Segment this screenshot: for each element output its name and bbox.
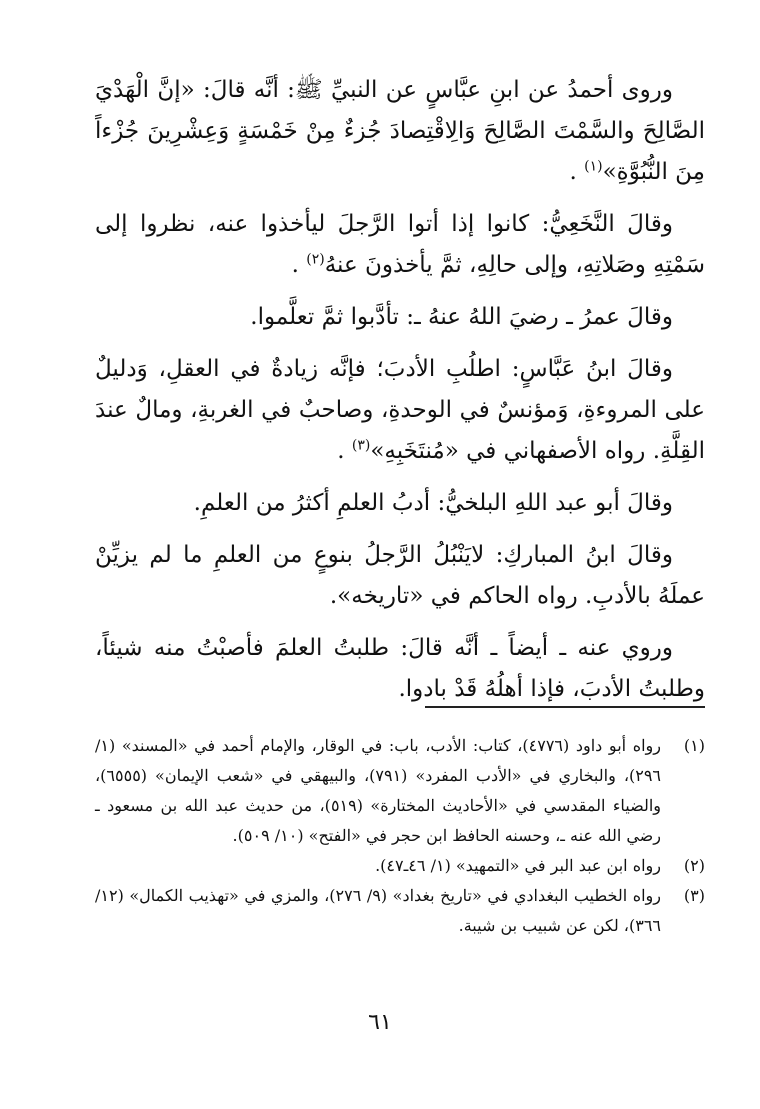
footnote bbox=[95, 731, 705, 851]
footnote-number: (٢) bbox=[683, 856, 705, 875]
paragraph: وروي عنه ـ أيضاً ـ أنَّه قالَ: طلبتُ العلمَ فأصبْتُ منه شيئاً، وطلبتُ الأدبَ، فإذا أهلُهُ قَدْ بادوا. bbox=[95, 635, 705, 702]
main-text bbox=[95, 70, 705, 721]
page-number: ٦١ bbox=[368, 1010, 392, 1035]
paragraph: وقالَ ابنُ المباركِ: لايَنْبُلُ الرَّجلُ بنوعٍ من العلمِ ما لم يزيِّنْ عملَهُ بالأدبِ. رواه الحاكم في «تاريخه». bbox=[95, 542, 705, 609]
footnote-number: (٣) bbox=[683, 886, 705, 905]
paragraph: وروى أحمدُ عن ابنِ عبَّاسٍ عن النبيِّ ﷺ: أنَّه قالَ: «إنَّ الْهَدْيَ الصَّالِحَ والسَّمْتَ الصَّالِحَ وَالِاقْتِصادَ جُزءٌ مِنْ خَمْسَةٍ وَعِشْرِينَ جُزْءاً مِنَ النُّبُوَّةِ»$^{(١)}$ . bbox=[95, 77, 705, 185]
footnotes bbox=[95, 731, 705, 941]
footnote-text: رواه ابن عبد البر في «التمهيد» (١/ ٤٦ـ٤٧). bbox=[375, 856, 661, 875]
footnote-text: رواه الخطيب البغدادي في «تاريخ بغداد» (٩/ ٢٧٦)، والمزي في «تهذيب الكمال» (١٢/ ٣٦٦)، لكن عن شبيب بن شيبة. bbox=[95, 886, 661, 935]
paragraph: وقالَ النَّخَعِيُّ: كانوا إذا أتوا الرَّجلَ ليأخذوا عنه، نظروا إلى سَمْتِهِ وصَلاتِهِ، وإلى حالِهِ، ثمَّ يأخذونَ عنهُ$^{(٢)}$ . bbox=[95, 211, 705, 278]
footnote-ref[interactable]: (٣) bbox=[351, 437, 371, 454]
footnote bbox=[95, 881, 705, 941]
paragraph: وقالَ عمرُ ـ رضيَ اللهُ عنهُ ـ: تأدَّبوا ثمَّ تعلَّموا. bbox=[250, 304, 673, 330]
footnote-ref[interactable]: (٢) bbox=[306, 251, 325, 268]
footnote-number: (١) bbox=[683, 736, 705, 755]
footnote-text: رواه أبو داود (٤٧٧٦)، كتاب: الأدب، باب: في الوقار، والإمام أحمد في «المسند» (١/ ٢٩٦)، والبخاري في «الأدب المفرد» (٧٩١)، والبيهقي في «شعب الإيمان» (٦٥٥٥)، والضياء المقدسي في «الأحاديث المختارة» (٥١٩)، من حديث عبد الله بن مسعود ـ رضي الله عنه ـ، وحسنه الحافظ ابن حجر في «الفتح» (١٠/ ٥٠٩). bbox=[95, 736, 662, 845]
paragraph: وقالَ أبو عبد اللهِ البلخيُّ: أدبُ العلمِ أكثرُ من العلمِ. bbox=[193, 490, 673, 516]
footnote-ref[interactable]: (١) bbox=[584, 158, 603, 175]
paragraph: وقالَ ابنُ عَبَّاسٍ: اطلُبِ الأدبَ؛ فإنَّه زيادةٌ في العقلِ، وَدليلٌ على المروءةِ، وَمؤنسٌ في الوحدةِ، وصاحبٌ في الغربةِ، ومالٌ عندَ القِلَّةِ. رواه الأصفهاني في «مُنتَخَبِهِ»$^{(٣)}$ . bbox=[95, 356, 705, 464]
footnote-divider bbox=[425, 706, 705, 708]
footnote bbox=[95, 851, 705, 881]
